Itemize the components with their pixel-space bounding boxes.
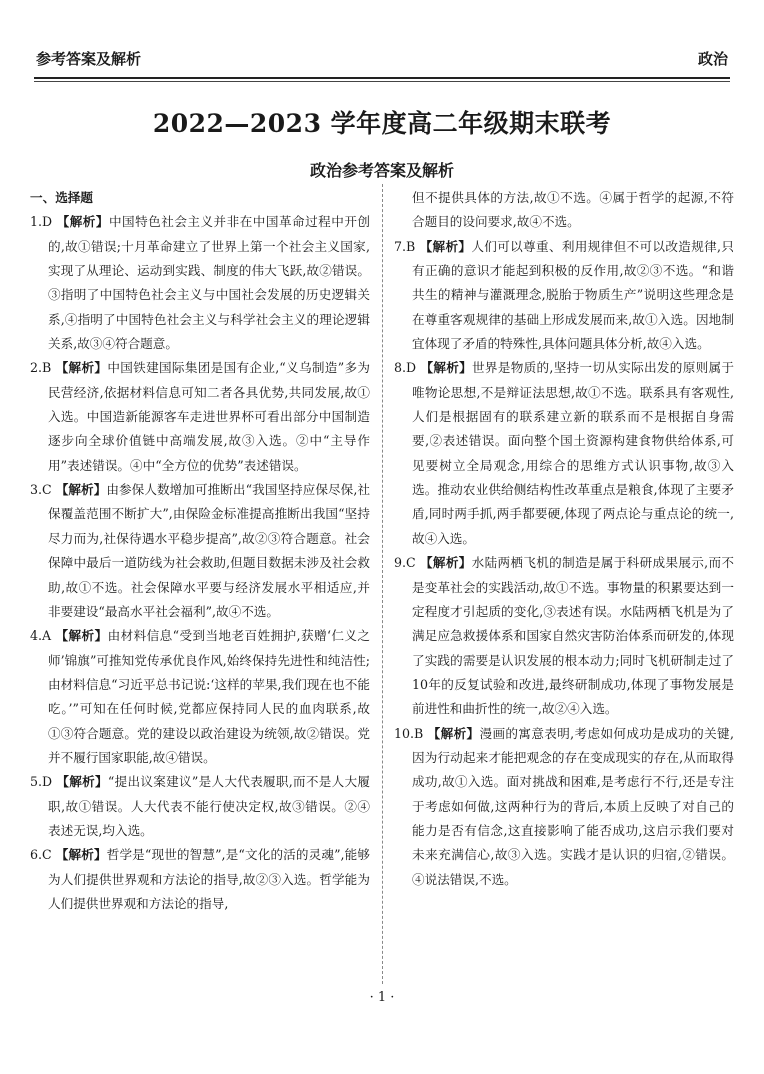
answer-number: 1.D [30,214,53,230]
answer-number: 10.B [394,725,424,741]
page-header [34,40,730,76]
answer-text: 人们可以尊重、利用规律但不可以改造规律,只有正确的意识才能起到积极的反作用,故②③不选。“和谐共生的精神与灌溉理念,脱胎于物质生产”说明这些理念是在尊重客观规律的基础上形成发展而来,故①入选。因地制宜体现了矛盾的特殊性,具体问题具体分析,故④入选。 [412,238,734,352]
answer-text: “提出议案建议”是人大代表履职,而不是人大履职,故①错误。人大代表不能行使决定权,故③错误。②④表述无误,均入选。 [48,774,370,838]
answer-item [394,551,734,721]
answer-item [394,722,734,892]
document-subtitle: 政治参考答案及解析 [309,161,454,180]
analysis-tag: 【解析】 [55,628,108,644]
answer-item [394,235,734,357]
document-title: 2022—2023 学年度高二年级期末联考 [152,109,612,138]
answer-item [30,843,370,916]
answer-number: 4.A [30,628,52,644]
header-left-label: 参考答案及解析 [36,50,142,68]
answer-text: 哲学是“现世的智慧”,是“文化的活的灵魂”,能够为人们提供世界观和方法论的指导,故②③入选。哲学能为人们提供世界观和方法论的指导, [48,847,370,911]
answer-text: 世界是物质的,坚持一切从实际出发的原则属于唯物论思想,不是辩证法思想,故①不选。联系具有客观性,人们是根据固有的联系建立新的联系而不是根据自身需要,②表述错误。面向整个国土资源构建食物供给体系,可见要树立全局观念,用综合的思维方式认识事物,故③入选。推动农业供给侧结构性改革重点是粮食,体现了主要矛盾,同时两手抓,两手都要硬,体现了两点论与重点论的统一,故④入选。 [412,360,734,546]
answer-item [30,210,370,356]
answer-number: 6.C [30,847,52,863]
answer-text: 中国铁建国际集团是国有企业,“义乌制造”多为民营经济,依据材料信息可知二者各具优势,共同发展,故①入选。中国造新能源客车走进世界杯可看出部分中国制造逐步向全球价值链中高端发展,故③入选。②中“主导作用”表述错误。④中“全方位的优势”表述错误。 [48,360,370,473]
analysis-tag: 【解析】 [427,725,480,741]
analysis-tag: 【解析】 [419,238,472,254]
answer-number: 2.B [30,360,52,376]
answer-number: 7.B [394,238,416,254]
answer-text: 中国特色社会主义并非在中国革命过程中开创的,故①错误;十月革命建立了世界上第一个社会主义国家,实现了从理论、运动到实践、制度的伟大飞跃,故②错误。③指明了中国特色社会主义与中国社会发展的历史逻辑关系,④指明了中国特色社会主义与科学社会主义的理论逻辑关系,故③④符合题意。 [48,214,371,352]
section-title: 一、选择题 [30,190,93,205]
header-rule-thin [34,81,730,82]
analysis-tag: 【解析】 [55,482,107,498]
answer-item [30,478,370,624]
answer-text: 但不提供具体的方法,故①不选。④属于哲学的起源,不符合题目的设问要求,故④不选。 [412,190,734,230]
right-column [394,186,734,892]
answer-number: 8.D [394,360,417,376]
analysis-tag: 【解析】 [420,360,473,376]
answer-item [394,186,734,235]
answer-item [394,356,734,551]
column-divider [382,184,383,984]
page-number: · 1 · [369,990,395,1005]
answer-number: 9.C [394,555,416,571]
answer-text: 漫画的寓意表明,考虑如何成功是成功的关键,因为行动起来才能把观念的存在变成现实的存在,从而取得成功,故①入选。面对挑战和困难,是考虑行不行,还是专注于考虑如何做,这两种行为的背后,本质上反映了对自己的能力是否有信念,这直接影响了能否成功,这启示我们要对未来充满信心,故③入选。实践才是认识的归宿,②错误。④说法错误,不选。 [412,725,735,887]
answer-text: 由参保人数增加可推断出“我国坚持应保尽保,社保覆盖范围不断扩大”,由保险金标准提高推断出我国“坚持尽力而为,社保待遇水平稳步提高”,故②③符合题意。社会保障中最后一道防线为社会救助,但题目数据未涉及社会救助,故①不选。社会保障水平要与经济发展水平相适应,并非要建设“最高水平社会福利”,故④不选。 [48,482,370,619]
answer-text: 由材料信息“受到当地老百姓拥护,获赠‘仁义之师’锦旗”可推知党传承优良作风,始终保持先进性和纯洁性;由材料信息“习近平总书记说:‘这样的苹果,我们现在也不能吃。’”可知在任何时候,党都应保持同人民的血肉联系,故①③符合题意。党的建设以政治建设为统领,故②错误。党并不履行国家职能,故④错误。 [48,628,370,765]
answer-item [30,770,370,843]
analysis-tag: 【解析】 [419,555,472,571]
answer-item [30,624,370,770]
answer-item [30,356,370,478]
header-rule-thick [34,77,730,79]
answer-text: 水陆两栖飞机的制造是属于科研成果展示,而不是变革社会的实践活动,故①不选。事物量的积累要达到一定程度才引起质的变化,③表述有误。水陆两栖飞机是为了满足应急救援体系和国家自然灾害防治体系而研发的,体现了实践的需要是认识发展的根本动力;同时飞机研制走过了10年的反复试验和改进,最终研制成功,体现了事物发展是前进性和曲折性的统一,故②④入选。 [412,555,734,717]
analysis-tag: 【解析】 [55,360,108,376]
analysis-tag: 【解析】 [56,214,109,230]
answer-number: 5.D [30,774,53,790]
answer-number: 3.C [30,482,52,498]
header-subject-label: 政治 [697,50,728,68]
analysis-tag: 【解析】 [55,847,107,863]
analysis-tag: 【解析】 [56,774,108,790]
left-column [30,186,370,916]
